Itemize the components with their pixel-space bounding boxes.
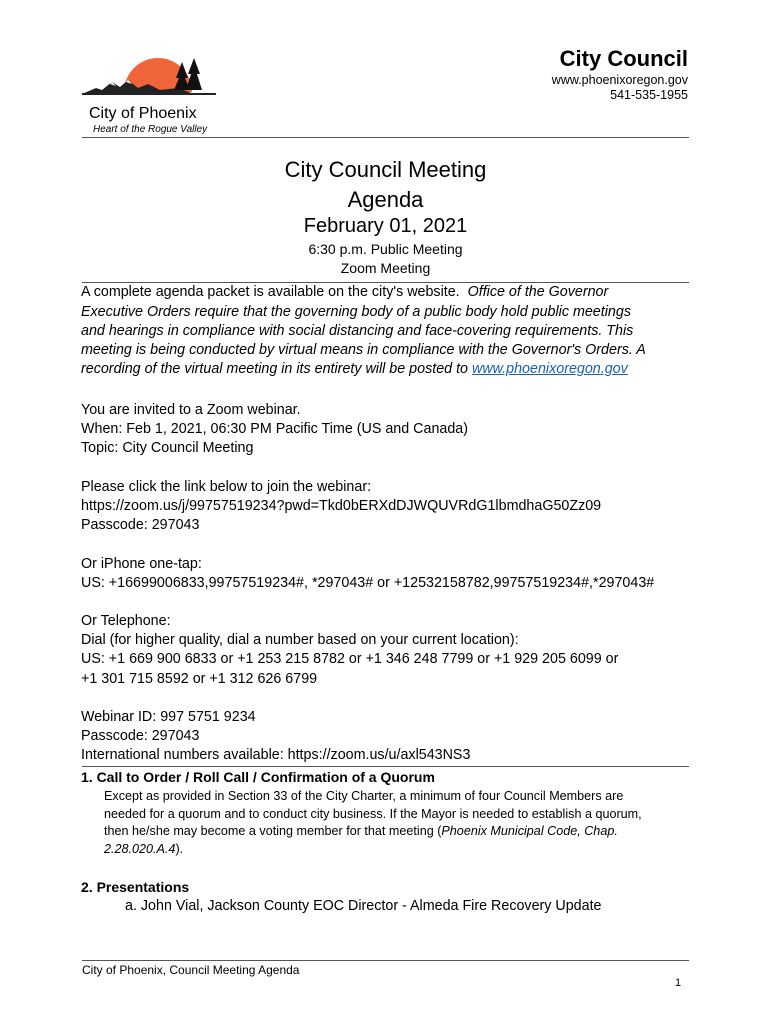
intro-line-5	[81, 361, 628, 377]
zoom-join-url[interactable]: https://zoom.us/j/99757519234?pwd=Tkd0bERXdDJWQUVRdG1lbmdhaG50Zz09	[81, 498, 602, 514]
city-tagline: Heart of the Rogue Valley	[93, 124, 208, 135]
meeting-date: February 01, 2021	[303, 215, 468, 237]
zoom-invite: You are invited to a Zoom webinar.	[81, 402, 301, 418]
intro-recording-text: recording of the virtual meeting in its entirety will be posted to	[81, 361, 469, 377]
header-divider	[82, 137, 689, 138]
section-2-title: 2. Presentations	[81, 879, 190, 895]
zoom-passcode: Passcode: 297043	[81, 517, 200, 533]
citation-end: ).	[175, 842, 184, 856]
footer-divider	[82, 960, 689, 961]
meeting-time: 6:30 p.m. Public Meeting	[308, 241, 463, 257]
zoom-when: When: Feb 1, 2021, 06:30 PM Pacific Time (US and Canada)	[81, 421, 469, 437]
intro-italic-text: Office of the Governor	[467, 284, 609, 300]
council-website[interactable]: www.phoenixoregon.gov	[551, 73, 688, 87]
section-1-line-4	[104, 842, 183, 856]
section-1-line-2: needed for a quorum and to conduct city business. If the Mayor is needed to establish a quorum,	[104, 807, 642, 821]
dial-instruction: Dial (for higher quality, dial a number based on your current location):	[81, 632, 519, 648]
intro-line-4: meeting is being conducted by virtual means in compliance with the Governor's Orders. A	[81, 342, 646, 358]
intro-line-2: Executive Orders require that the governing body of a public body hold public meetings	[81, 304, 631, 320]
iphone-label: Or iPhone one-tap:	[81, 556, 202, 572]
us-numbers-2: +1 301 715 8592 or +1 312 626 6799	[81, 671, 318, 687]
city-name: City of Phoenix	[89, 105, 197, 122]
zoom-topic: Topic: City Council Meeting	[81, 440, 254, 456]
page-number: 1	[675, 977, 682, 989]
code-citation-number: 2.28.020.A.4	[104, 842, 176, 856]
city-logo	[82, 44, 222, 106]
telephone-label: Or Telephone:	[81, 613, 171, 629]
website-link[interactable]: www.phoenixoregon.gov	[472, 361, 628, 377]
section-2-item-a: a. John Vial, Jackson County EOC Director - Almeda Fire Recovery Update	[125, 898, 602, 914]
meeting-title: City Council Meeting	[284, 157, 487, 182]
section-1-text: then he/she may become a voting member for that meeting (	[104, 824, 442, 838]
international-numbers: International numbers available: https://zoom.us/u/axl543NS3	[81, 747, 471, 763]
title-divider	[82, 282, 689, 283]
zoom-divider	[82, 766, 689, 767]
footer-text: City of Phoenix, Council Meeting Agenda	[82, 963, 300, 977]
intro-line-3: and hearings in compliance with social distancing and face-covering requirements. This	[81, 323, 634, 339]
zoom-click-instruction: Please click the link below to join the webinar:	[81, 479, 372, 495]
section-1-line-1: Except as provided in Section 33 of the City Charter, a minimum of four Council Members are	[104, 789, 624, 803]
zoom-passcode-2: Passcode: 297043	[81, 728, 200, 744]
council-title: City Council	[559, 46, 688, 71]
sun-mountain-logo-icon	[82, 44, 222, 106]
iphone-numbers: US: +16699006833,99757519234#, *297043# or +12532158782,99757519234#,*297043#	[81, 575, 655, 591]
agenda-title: Agenda	[347, 187, 424, 212]
intro-line-1	[81, 284, 608, 300]
webinar-id: Webinar ID: 997 5751 9234	[81, 709, 256, 725]
meeting-location: Zoom Meeting	[340, 260, 431, 276]
intro-text: A complete agenda packet is available on the city's website.	[81, 284, 460, 300]
section-1-line-3	[104, 824, 618, 838]
code-citation: Phoenix Municipal Code, Chap.	[441, 824, 618, 838]
council-phone: 541-535-1955	[610, 88, 688, 102]
us-numbers-1: US: +1 669 900 6833 or +1 253 215 8782 or +1 346 248 7799 or +1 929 205 6099 or	[81, 651, 619, 667]
section-1-title: 1. Call to Order / Roll Call / Confirmation of a Quorum	[81, 769, 435, 785]
